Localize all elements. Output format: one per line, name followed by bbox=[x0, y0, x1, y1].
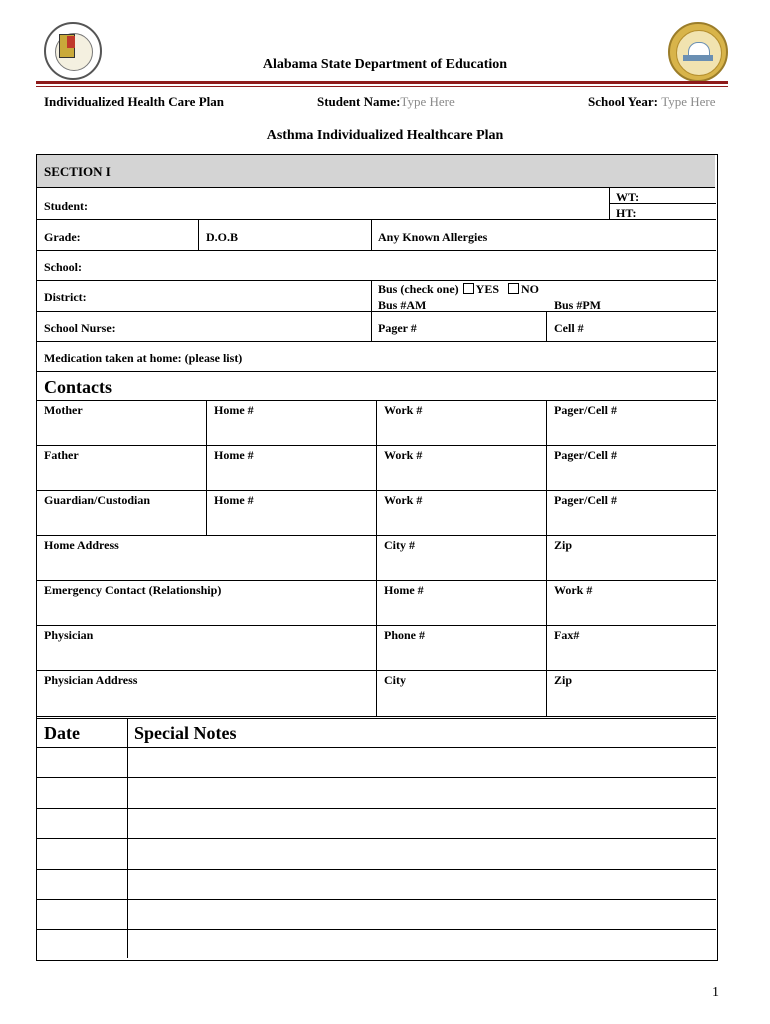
yes-label: YES bbox=[475, 282, 500, 296]
student-name-label: Student Name: bbox=[317, 94, 401, 109]
form-frame bbox=[36, 154, 718, 961]
yes-checkbox[interactable] bbox=[463, 283, 474, 294]
wt-label: WT: bbox=[616, 190, 640, 204]
phone-label: Phone # bbox=[384, 628, 426, 642]
cell-label: Cell # bbox=[554, 321, 584, 335]
bus-pm-label: Bus #PM bbox=[554, 298, 602, 312]
fax-label: Fax# bbox=[554, 628, 580, 642]
no-label: NO bbox=[521, 282, 540, 296]
ht-label: HT: bbox=[616, 206, 637, 220]
emergency-contact-label: Emergency Contact (Relationship) bbox=[44, 583, 222, 597]
bus-am-label: Bus #AM bbox=[378, 298, 427, 312]
city-num-label: City # bbox=[384, 538, 415, 552]
notes-row-line bbox=[37, 777, 716, 778]
notes-heading: Special Notes bbox=[134, 723, 237, 743]
physician-zip-label: Zip bbox=[554, 673, 573, 687]
mother-pager-label: Pager/Cell # bbox=[554, 403, 617, 417]
dob-label: D.O.B bbox=[206, 230, 239, 244]
notes-row-line bbox=[37, 747, 716, 748]
col-divider bbox=[206, 400, 207, 535]
notes-row-line bbox=[37, 838, 716, 839]
col-divider bbox=[546, 400, 547, 716]
section-divider bbox=[37, 718, 716, 719]
state-board-seal-logo bbox=[668, 22, 728, 82]
col-divider bbox=[376, 400, 377, 716]
contacts-heading: Contacts bbox=[44, 377, 112, 397]
physician-city-label: City bbox=[384, 673, 406, 687]
school-nurse-label: School Nurse: bbox=[44, 321, 116, 335]
notes-row-line bbox=[37, 869, 716, 870]
student-name-input[interactable]: Type Here bbox=[400, 94, 455, 109]
zip-label: Zip bbox=[554, 538, 573, 552]
row-divider bbox=[37, 219, 716, 220]
grade-label: Grade: bbox=[44, 230, 81, 244]
date-heading: Date bbox=[44, 723, 80, 743]
school-year-label: School Year: bbox=[588, 94, 658, 109]
guardian-label: Guardian/Custodian bbox=[44, 493, 151, 507]
row-divider bbox=[37, 250, 716, 251]
student-label: Student: bbox=[44, 199, 89, 213]
header-rule-thin bbox=[36, 86, 728, 87]
row-divider bbox=[37, 371, 716, 372]
page-title: Asthma Individualized Healthcare Plan bbox=[266, 128, 504, 143]
bus-check-label: Bus (check one) bbox=[378, 282, 459, 296]
father-pager-label: Pager/Cell # bbox=[554, 448, 617, 462]
col-divider bbox=[198, 219, 199, 250]
header-rule bbox=[36, 81, 728, 84]
allergies-label: Any Known Allergies bbox=[378, 230, 488, 244]
guardian-pager-label: Pager/Cell # bbox=[554, 493, 617, 507]
page-number: 1 bbox=[712, 985, 719, 1000]
row-divider bbox=[37, 311, 716, 312]
guardian-home-label: Home # bbox=[214, 493, 254, 507]
col-divider bbox=[609, 188, 610, 219]
mother-label: Mother bbox=[44, 403, 83, 417]
guardian-work-label: Work # bbox=[384, 493, 423, 507]
bus-check-row bbox=[378, 282, 539, 297]
father-work-label: Work # bbox=[384, 448, 423, 462]
col-divider bbox=[546, 311, 547, 341]
physician-address-label: Physician Address bbox=[44, 673, 138, 687]
district-label: District: bbox=[44, 290, 87, 304]
no-checkbox[interactable] bbox=[508, 283, 519, 294]
col-divider bbox=[371, 280, 372, 341]
school-year-field[interactable] bbox=[588, 94, 716, 110]
school-label: School: bbox=[44, 260, 83, 274]
notes-row-line bbox=[37, 899, 716, 900]
section-heading: SECTION I bbox=[44, 164, 111, 179]
father-home-label: Home # bbox=[214, 448, 254, 462]
notes-row-line bbox=[37, 929, 716, 930]
col-divider bbox=[371, 219, 372, 250]
mother-work-label: Work # bbox=[384, 403, 423, 417]
plan-label: Individualized Health Care Plan bbox=[44, 94, 224, 109]
medication-label: Medication taken at home: (please list) bbox=[44, 351, 243, 365]
row-divider bbox=[37, 280, 716, 281]
section-header bbox=[37, 155, 715, 188]
notes-row-line bbox=[37, 808, 716, 809]
home-address-label: Home Address bbox=[44, 538, 119, 552]
row-divider bbox=[37, 341, 716, 342]
emergency-work-label: Work # bbox=[554, 583, 593, 597]
row-divider bbox=[37, 716, 716, 717]
student-name-field[interactable] bbox=[317, 94, 455, 110]
pager-label: Pager # bbox=[378, 321, 417, 335]
department-title: Alabama State Department of Education bbox=[262, 57, 508, 72]
emergency-home-label: Home # bbox=[384, 583, 424, 597]
mother-home-label: Home # bbox=[214, 403, 254, 417]
father-label: Father bbox=[44, 448, 79, 462]
school-year-input[interactable]: Type Here bbox=[661, 94, 716, 109]
physician-label: Physician bbox=[44, 628, 94, 642]
